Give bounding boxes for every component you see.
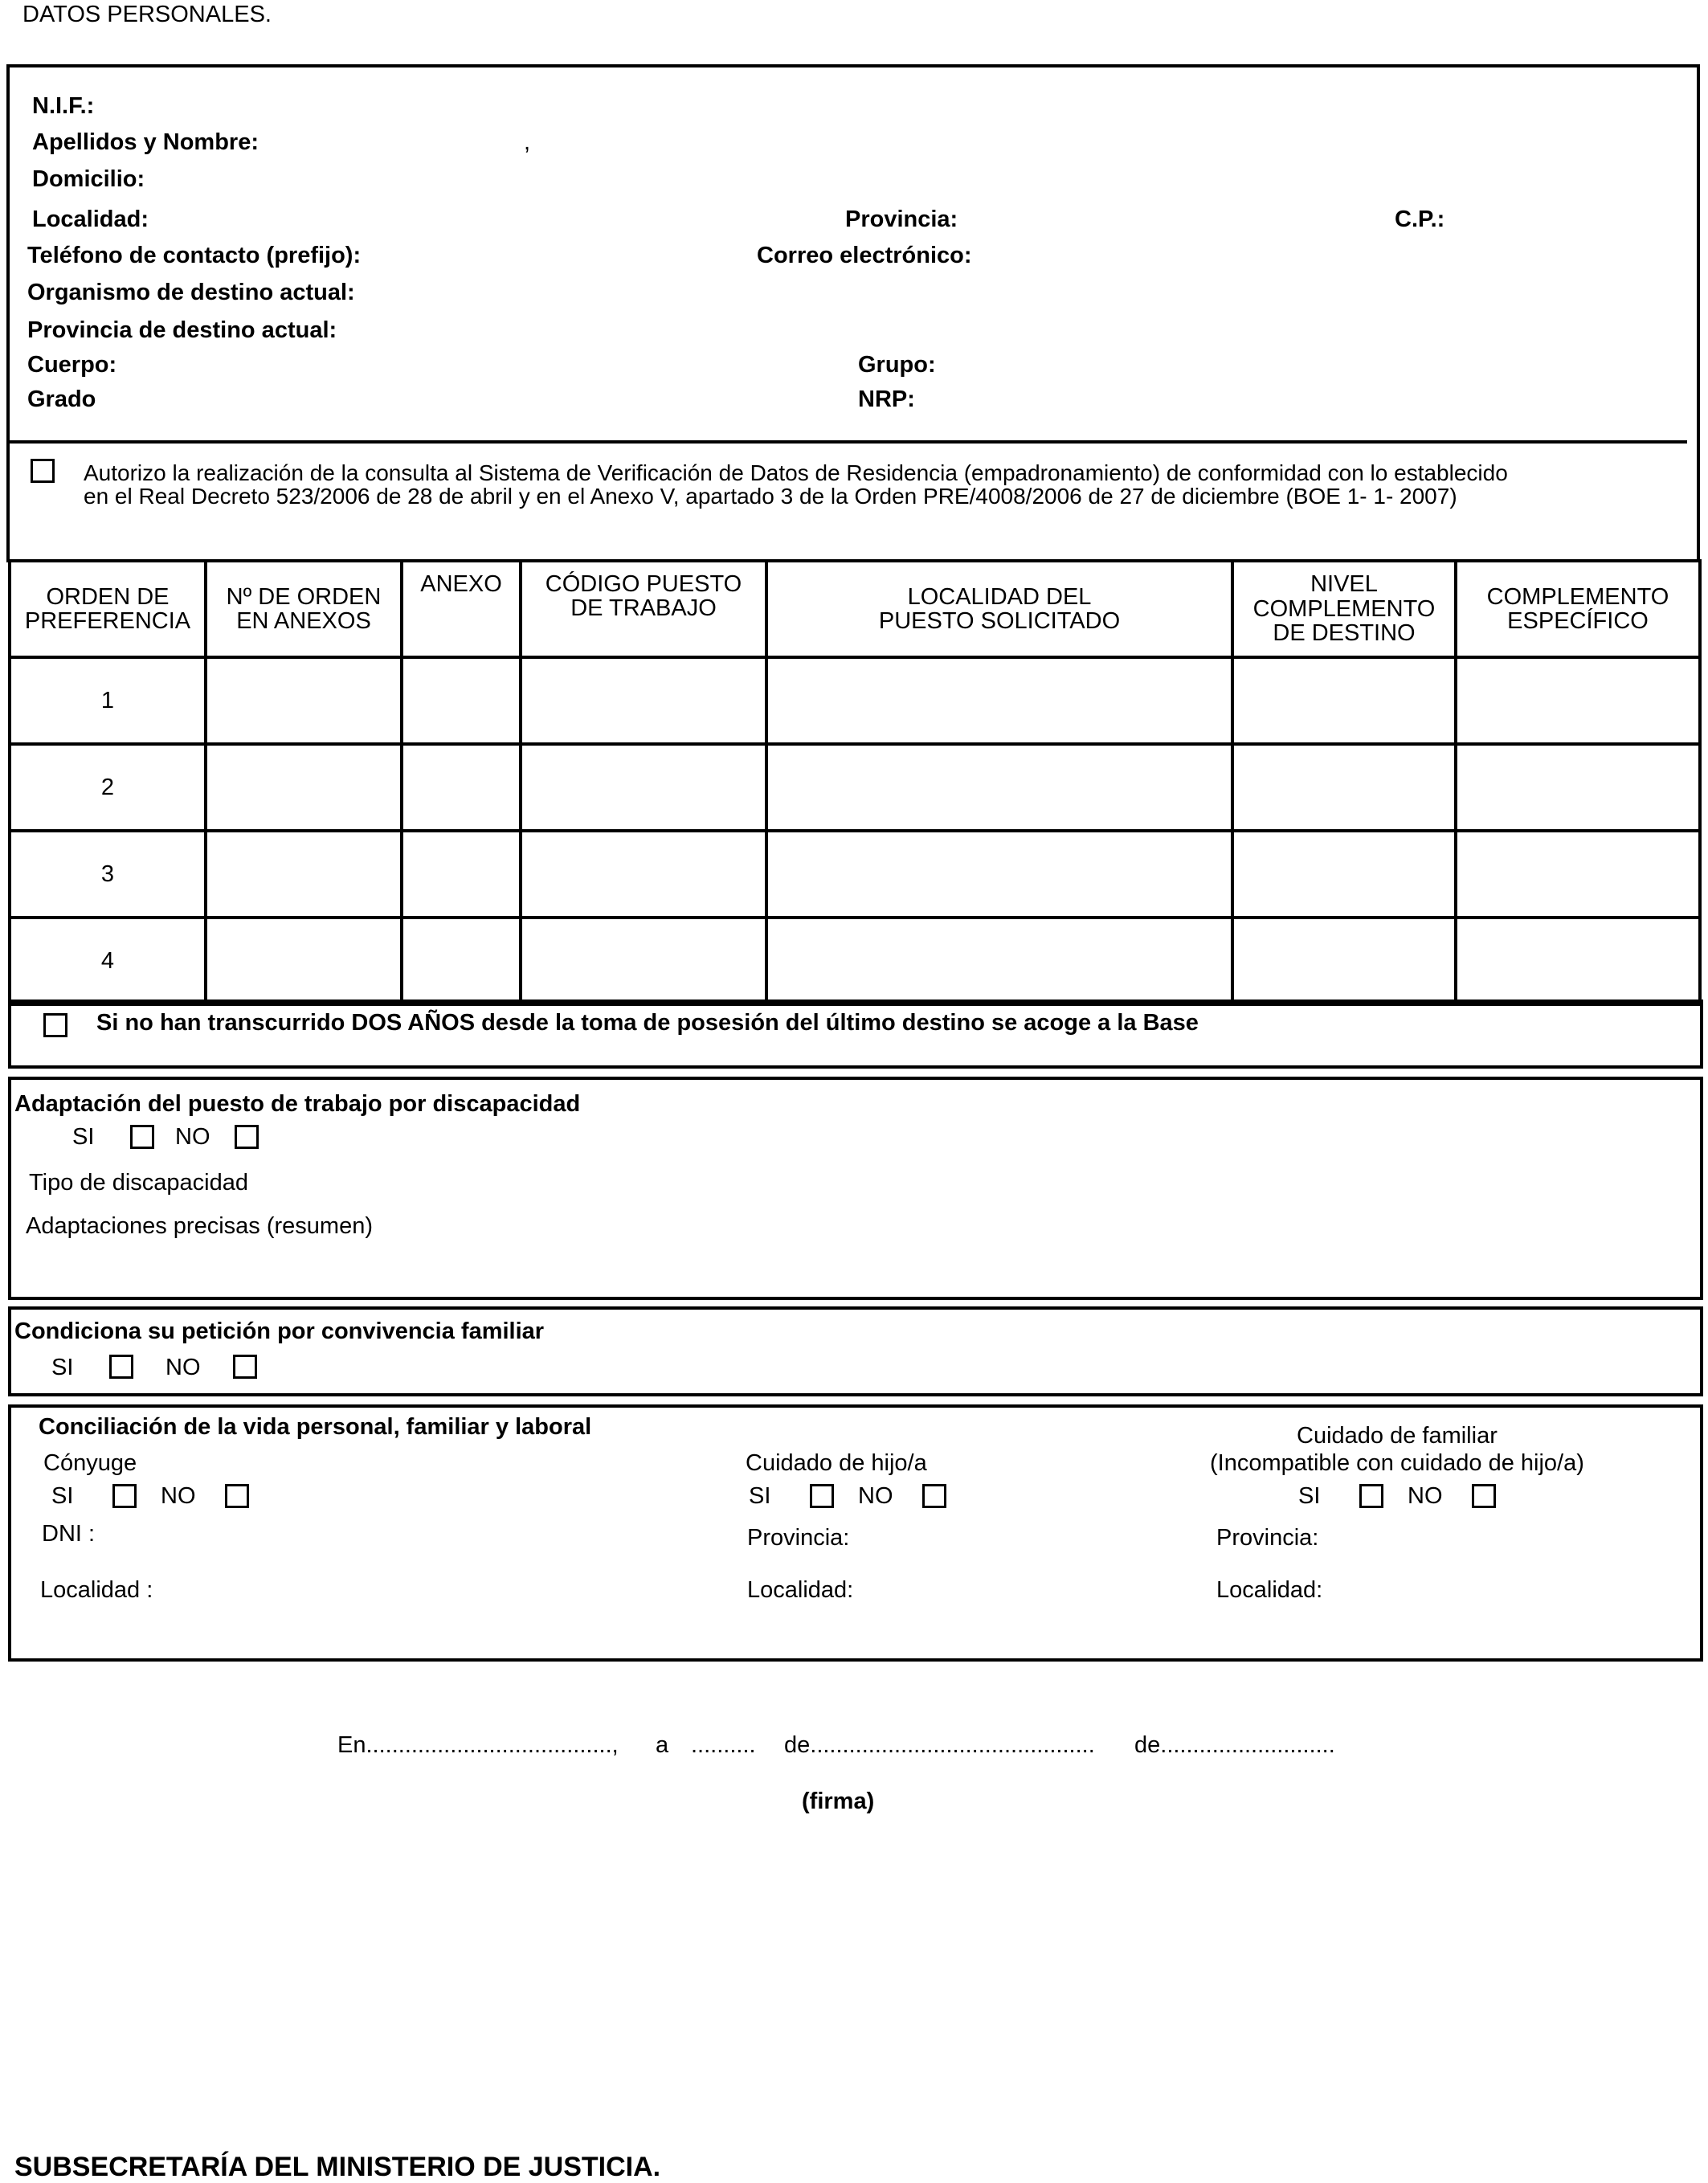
nrp-label: NRP:	[858, 386, 915, 412]
table-cell[interactable]	[206, 831, 402, 918]
signature-month: de............................................	[784, 1732, 1095, 1758]
conyuge-no-label: NO	[161, 1483, 196, 1509]
row-number: 4	[10, 918, 206, 1004]
adaptacion-title: Adaptación del puesto de trabajo por discapacidad	[14, 1091, 581, 1117]
header-nivel-complemento: NIVEL COMPLEMENTO DE DESTINO	[1232, 561, 1456, 657]
conyuge-no-checkbox[interactable]	[225, 1484, 249, 1508]
grado-label: Grado	[27, 386, 96, 412]
signature-firma: (firma)	[802, 1789, 875, 1814]
table-cell[interactable]	[402, 831, 521, 918]
familiar-no-checkbox[interactable]	[1472, 1484, 1496, 1508]
hijo-si-checkbox[interactable]	[810, 1484, 834, 1508]
hijo-no-checkbox[interactable]	[922, 1484, 946, 1508]
table-cell[interactable]	[1232, 744, 1456, 831]
adaptacion-si-checkbox[interactable]	[130, 1125, 154, 1149]
dni-label: DNI :	[42, 1521, 96, 1547]
consent-checkbox[interactable]	[31, 459, 55, 483]
table-row	[10, 831, 1700, 918]
table-cell[interactable]	[402, 744, 521, 831]
table-cell[interactable]	[521, 918, 766, 1004]
adaptaciones-label: Adaptaciones precisas (resumen)	[26, 1213, 373, 1239]
footer-title: SUBSECRETARÍA DEL MINISTERIO DE JUSTICIA.	[14, 2152, 661, 2182]
table-row	[10, 918, 1700, 1004]
adaptacion-no-checkbox[interactable]	[235, 1125, 259, 1149]
telefono-label: Teléfono de contacto (prefijo):	[27, 243, 362, 268]
signature-day: ..........	[691, 1732, 756, 1758]
dos-anos-text: Si no han transcurrido DOS AÑOS desde la toma de posesión del último destino se acoge a la Base	[96, 1010, 1199, 1036]
provincia-destino-label: Provincia de destino actual:	[27, 317, 337, 343]
row-number: 2	[10, 744, 206, 831]
organismo-label: Organismo de destino actual:	[27, 280, 355, 305]
table-cell[interactable]	[1456, 918, 1700, 1004]
hijo-label: Cuidado de hijo/a	[746, 1450, 927, 1476]
table-cell[interactable]	[402, 657, 521, 744]
table-cell[interactable]	[766, 744, 1232, 831]
correo-label: Correo electrónico:	[757, 243, 972, 268]
table-cell[interactable]	[206, 657, 402, 744]
familiar-si-checkbox[interactable]	[1359, 1484, 1383, 1508]
table-cell[interactable]	[766, 657, 1232, 744]
hijo-si-label: SI	[749, 1483, 771, 1509]
table-cell[interactable]	[1456, 744, 1700, 831]
nif-label: N.I.F.:	[32, 93, 95, 119]
header-localidad-puesto: LOCALIDAD DEL PUESTO SOLICITADO	[766, 561, 1232, 657]
table-cell[interactable]	[206, 744, 402, 831]
table-cell[interactable]	[1232, 831, 1456, 918]
adaptacion-si-label: SI	[72, 1124, 95, 1150]
convivencia-si-label: SI	[51, 1355, 74, 1380]
hijo-provincia-label: Provincia:	[747, 1525, 850, 1551]
cuerpo-label: Cuerpo:	[27, 352, 117, 378]
table-cell[interactable]	[521, 657, 766, 744]
familiar-localidad-label: Localidad:	[1216, 1577, 1323, 1603]
apellidos-comma: ,	[524, 129, 531, 155]
localidad-label: Localidad:	[32, 206, 149, 232]
table-cell[interactable]	[766, 831, 1232, 918]
dos-anos-checkbox[interactable]	[43, 1013, 67, 1037]
section-divider	[8, 440, 1687, 444]
table-cell[interactable]	[521, 831, 766, 918]
tipo-discapacidad-label: Tipo de discapacidad	[29, 1170, 248, 1196]
signature-a: a	[656, 1732, 669, 1758]
convivencia-si-checkbox[interactable]	[109, 1355, 133, 1379]
convivencia-no-label: NO	[165, 1355, 201, 1380]
table-cell[interactable]	[1456, 657, 1700, 744]
familiar-label-line2: (Incompatible con cuidado de hijo/a)	[1210, 1450, 1584, 1476]
header-orden-preferencia: ORDEN DE PREFERENCIA	[10, 561, 206, 657]
orders-table	[8, 559, 1702, 1006]
adaptacion-no-label: NO	[175, 1124, 210, 1150]
consent-text-line2: en el Real Decreto 523/2006 de 28 de abril y en el Anexo V, apartado 3 de la Orden PRE/4008/2006 de 27 de diciembre (BOE 1- 1- 2007)	[84, 484, 1457, 509]
signature-year: de...........................	[1134, 1732, 1335, 1758]
table-row	[10, 657, 1700, 744]
table-cell[interactable]	[1232, 918, 1456, 1004]
grupo-label: Grupo:	[858, 352, 936, 378]
page-title: DATOS PERSONALES.	[22, 2, 272, 27]
conciliacion-title: Conciliación de la vida personal, familiar y laboral	[39, 1414, 592, 1440]
hijo-no-label: NO	[858, 1483, 893, 1509]
table-cell[interactable]	[1456, 831, 1700, 918]
header-numero-orden: Nº DE ORDEN EN ANEXOS	[206, 561, 402, 657]
signature-place: En......................................,	[337, 1732, 619, 1758]
table-cell[interactable]	[521, 744, 766, 831]
table-row	[10, 744, 1700, 831]
row-number: 3	[10, 831, 206, 918]
hijo-localidad-label: Localidad:	[747, 1577, 854, 1603]
header-codigo-puesto: CÓDIGO PUESTO DE TRABAJO	[521, 561, 766, 657]
familiar-no-label: NO	[1408, 1483, 1443, 1509]
apellidos-label: Apellidos y Nombre:	[32, 129, 259, 155]
conyuge-label: Cónyuge	[43, 1450, 137, 1476]
table-cell[interactable]	[402, 918, 521, 1004]
familiar-label-line1: Cuidado de familiar	[1297, 1423, 1498, 1449]
conyuge-si-checkbox[interactable]	[112, 1484, 137, 1508]
row-number: 1	[10, 657, 206, 744]
conyuge-localidad-label: Localidad :	[40, 1577, 153, 1603]
consent-text-line1: Autorizo la realización de la consulta al Sistema de Verificación de Datos de Residencia (empadronamiento) de conformidad con lo establecido	[84, 460, 1508, 485]
header-complemento-especifico: COMPLEMENTO ESPECÍFICO	[1456, 561, 1700, 657]
table-cell[interactable]	[206, 918, 402, 1004]
table-header-row	[10, 561, 1700, 657]
cp-label: C.P.:	[1395, 206, 1445, 232]
conyuge-si-label: SI	[51, 1483, 74, 1509]
table-cell[interactable]	[1232, 657, 1456, 744]
familiar-provincia-label: Provincia:	[1216, 1525, 1319, 1551]
table-cell[interactable]	[766, 918, 1232, 1004]
convivencia-no-checkbox[interactable]	[233, 1355, 257, 1379]
domicilio-label: Domicilio:	[32, 166, 145, 192]
header-anexo: ANEXO	[402, 561, 521, 657]
familiar-si-label: SI	[1298, 1483, 1321, 1509]
convivencia-title: Condiciona su petición por convivencia familiar	[14, 1318, 545, 1344]
provincia-label: Provincia:	[845, 206, 958, 232]
